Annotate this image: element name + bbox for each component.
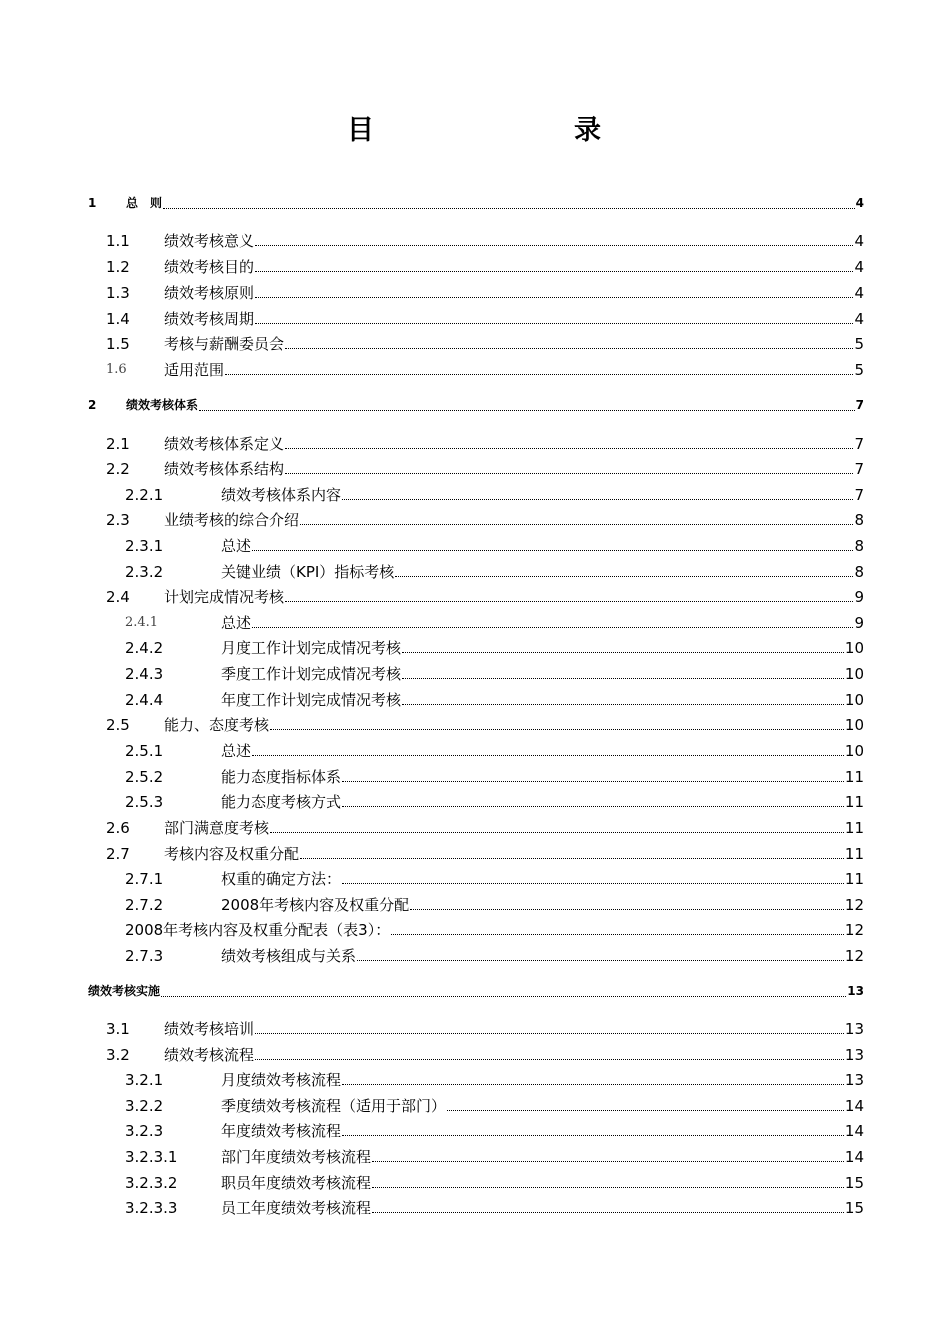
toc-leader-dots — [255, 270, 853, 272]
toc-entry-number: 2.5.2 — [125, 768, 164, 786]
toc-entry[interactable] — [106, 1042, 864, 1064]
toc-entry-label: 2008年考核内容及权重分配表（表3）： — [125, 921, 391, 939]
toc-entry-page: 10 — [844, 742, 864, 760]
toc-entry-page: 5 — [854, 361, 864, 379]
toc-entry[interactable] — [125, 1144, 864, 1166]
toc-entry-label: 季度工作计划完成情况考核 — [221, 665, 402, 683]
toc-leader-dots — [342, 882, 844, 884]
toc-leader-dots — [372, 1211, 844, 1213]
toc-entry-page: 5 — [854, 335, 864, 353]
toc-entry[interactable] — [125, 943, 864, 965]
toc-entry-page: 8 — [854, 511, 864, 529]
toc-entry-page: 12 — [844, 921, 864, 939]
toc-entry[interactable] — [106, 254, 864, 276]
toc-entry-label: 绩效考核体系内容 — [221, 486, 342, 504]
toc-leader-dots — [225, 373, 853, 375]
toc-entry-label: 月度绩效考核流程 — [221, 1071, 342, 1089]
toc-entry-label: 季度绩效考核流程（适用于部门） — [221, 1097, 447, 1115]
toc-leader-dots — [357, 959, 844, 961]
toc-entry[interactable] — [125, 533, 864, 555]
toc-entry-number: 3.2 — [106, 1046, 130, 1064]
toc-entry-label: 考核与薪酬委员会 — [164, 335, 285, 353]
toc-leader-dots — [342, 1083, 844, 1085]
toc-entry-label: 能力态度指标体系 — [221, 768, 342, 786]
toc-entry-page: 9 — [854, 614, 864, 632]
toc-entry-label: 年度工作计划完成情况考核 — [221, 691, 402, 709]
toc-entry-label: 绩效考核体系结构 — [164, 460, 285, 478]
toc-entry-number: 3.2.3.2 — [125, 1174, 178, 1192]
toc-entry-number: 2.2.1 — [125, 486, 164, 504]
toc-entry-label: 部门年度绩效考核流程 — [221, 1148, 372, 1166]
toc-entry-number: 2.7 — [106, 845, 130, 863]
toc-entry[interactable] — [125, 866, 864, 888]
toc-entry[interactable] — [88, 392, 864, 414]
toc-entry-page: 4 — [854, 232, 864, 250]
toc-leader-dots — [342, 780, 844, 782]
toc-entry[interactable] — [125, 610, 864, 632]
toc-entry-number: 2.4.2 — [125, 639, 164, 657]
toc-leader-dots — [252, 549, 853, 551]
toc-entry-number: 2.3.2 — [125, 563, 164, 581]
toc-entry-number: 1.4 — [106, 310, 130, 328]
toc-entry-page: 4 — [854, 310, 864, 328]
toc-title-char-2: 录 — [574, 115, 601, 146]
toc-entry[interactable] — [106, 815, 864, 837]
toc-entry[interactable] — [125, 1170, 864, 1192]
toc-entry-label: 月度工作计划完成情况考核 — [221, 639, 402, 657]
toc-entry[interactable] — [106, 357, 864, 379]
toc-leader-dots — [300, 857, 844, 859]
toc-leader-dots — [372, 1186, 844, 1188]
toc-entry-number: 2.1 — [106, 435, 130, 453]
toc-entry-number: 2.3.1 — [125, 537, 164, 555]
toc-entry-number: 3.2.3.1 — [125, 1148, 178, 1166]
toc-entry-page: 15 — [844, 1199, 864, 1217]
toc-leader-dots — [252, 754, 844, 756]
toc-entry-page: 14 — [844, 1097, 864, 1115]
toc-entry-page: 10 — [844, 691, 864, 709]
toc-entry-label: 绩效考核意义 — [164, 232, 255, 250]
toc-entry-label: 绩效考核体系定义 — [164, 435, 285, 453]
toc-entry[interactable] — [106, 331, 864, 353]
toc-entry[interactable] — [106, 1016, 864, 1038]
toc-entry-label: 绩效考核周期 — [164, 310, 255, 328]
toc-entry-page: 11 — [844, 768, 864, 786]
toc-entry[interactable] — [125, 661, 864, 683]
toc-entry-number: 1.1 — [106, 232, 130, 250]
toc-leader-dots — [255, 244, 853, 246]
toc-entry-label: 职员年度绩效考核流程 — [221, 1174, 372, 1192]
toc-entry-number: 2.4.4 — [125, 691, 164, 709]
toc-entry-page: 9 — [854, 588, 864, 606]
toc-entry[interactable] — [106, 712, 864, 734]
toc-entry-page: 13 — [847, 984, 864, 998]
toc-entry[interactable] — [125, 635, 864, 657]
toc-leader-dots — [391, 933, 844, 935]
toc-entry-number: 2.5.3 — [125, 793, 164, 811]
toc-entry-number: 3.1 — [106, 1020, 130, 1038]
toc-entry-label: 业绩考核的综合介绍 — [164, 511, 300, 529]
toc-entry[interactable] — [125, 917, 864, 939]
toc-leader-dots — [255, 322, 853, 324]
toc-entry-label: 总述 — [221, 537, 252, 555]
toc-entry-label: 总 则 — [126, 196, 163, 210]
toc-leader-dots — [285, 447, 853, 449]
toc-entry-number: 2 — [88, 398, 97, 412]
toc-entry-label: 总述 — [221, 742, 252, 760]
toc-entry[interactable] — [106, 456, 864, 478]
toc-entry-label: 绩效考核体系 — [126, 398, 199, 412]
toc-entry-number: 2.5 — [106, 716, 130, 734]
toc-entry[interactable] — [106, 306, 864, 328]
toc-entry-label: 绩效考核流程 — [164, 1046, 255, 1064]
toc-entry[interactable] — [88, 978, 864, 1000]
toc-entry-page: 10 — [844, 716, 864, 734]
toc-title — [0, 108, 950, 148]
toc-entry-number: 2.6 — [106, 819, 130, 837]
toc-leader-dots — [270, 831, 844, 833]
toc-entry-label: 绩效考核组成与关系 — [221, 947, 357, 965]
toc-entry-page: 7 — [854, 435, 864, 453]
toc-leader-dots — [342, 1134, 844, 1136]
toc-entry-page: 7 — [854, 460, 864, 478]
toc-title-char-1: 目 — [347, 115, 374, 146]
toc-entry[interactable] — [106, 507, 864, 529]
toc-entry[interactable] — [125, 1195, 864, 1217]
toc-entry-page: 11 — [844, 793, 864, 811]
toc-entry-number: 3.2.1 — [125, 1071, 164, 1089]
toc-leader-dots — [447, 1109, 844, 1111]
toc-entry-page: 11 — [844, 819, 864, 837]
toc-entry-label: 考核内容及权重分配 — [164, 845, 300, 863]
toc-entry[interactable] — [125, 789, 864, 811]
toc-entry-page: 8 — [854, 563, 864, 581]
toc-leader-dots — [285, 600, 853, 602]
toc-entry-number: 1.3 — [106, 284, 130, 302]
toc-entry[interactable] — [125, 559, 864, 581]
toc-entry-page: 13 — [844, 1046, 864, 1064]
toc-entry-number: 3.2.3.3 — [125, 1199, 178, 1217]
toc-entry[interactable] — [106, 841, 864, 863]
toc-leader-dots — [402, 703, 844, 705]
toc-entry-page: 12 — [844, 896, 864, 914]
toc-entry[interactable] — [125, 738, 864, 760]
toc-entry-number: 1.2 — [106, 258, 130, 276]
toc-entry[interactable] — [125, 1093, 864, 1115]
toc-entry-number: 2.4.3 — [125, 665, 164, 683]
toc-entry-page: 11 — [844, 845, 864, 863]
toc-leader-dots — [285, 472, 853, 474]
toc-entry-number: 2.4 — [106, 588, 130, 606]
toc-entry[interactable] — [106, 280, 864, 302]
toc-entry-number: 1 — [88, 196, 97, 210]
toc-entry-label: 绩效考核目的 — [164, 258, 255, 276]
toc-leader-dots — [163, 207, 855, 209]
toc-entry-page: 8 — [854, 537, 864, 555]
toc-entry-number: 2.7.2 — [125, 896, 164, 914]
toc-entry-page: 11 — [844, 870, 864, 888]
toc-entry-page: 4 — [854, 284, 864, 302]
toc-entry-number: 2.3 — [106, 511, 130, 529]
toc-entry-label: 总述 — [221, 614, 252, 632]
toc-entry-number: 2.7.3 — [125, 947, 164, 965]
toc-entry-number: 1.6 — [106, 362, 127, 377]
toc-entry-number: 1.5 — [106, 335, 130, 353]
toc-leader-dots — [285, 347, 853, 349]
toc-leader-dots — [255, 296, 853, 298]
toc-entry-page: 14 — [844, 1148, 864, 1166]
toc-entry[interactable] — [125, 482, 864, 504]
toc-entry-number: 2.2 — [106, 460, 130, 478]
toc-entry[interactable] — [125, 764, 864, 786]
toc-entry-number: 3.2.2 — [125, 1097, 164, 1115]
toc-entry-label: 能力态度考核方式 — [221, 793, 342, 811]
toc-entry[interactable] — [125, 1118, 864, 1140]
toc-entry-number: 2.4.1 — [125, 615, 159, 630]
toc-entry-label: 关键业绩（KPI）指标考核 — [221, 563, 395, 581]
toc-leader-dots — [342, 805, 844, 807]
toc-entry-page: 13 — [844, 1071, 864, 1089]
toc-leader-dots — [342, 498, 853, 500]
toc-entry[interactable] — [88, 190, 864, 212]
toc-entry-label: 能力、态度考核 — [164, 716, 270, 734]
toc-leader-dots — [402, 677, 844, 679]
toc-entry-label: 绩效考核培训 — [164, 1020, 255, 1038]
toc-leader-dots — [252, 626, 853, 628]
toc-entry-page: 10 — [844, 639, 864, 657]
toc-entry-label: 部门满意度考核 — [164, 819, 270, 837]
toc-entry-label: 适用范围 — [164, 361, 225, 379]
toc-entry-page: 13 — [844, 1020, 864, 1038]
toc-entry-label: 员工年度绩效考核流程 — [221, 1199, 372, 1217]
toc-entry-page: 12 — [844, 947, 864, 965]
toc-entry[interactable] — [125, 1067, 864, 1089]
toc-leader-dots — [255, 1032, 844, 1034]
toc-leader-dots — [402, 651, 844, 653]
toc-entry-page: 14 — [844, 1122, 864, 1140]
toc-leader-dots — [395, 575, 853, 577]
toc-entry-label: 年度绩效考核流程 — [221, 1122, 342, 1140]
toc-leader-dots — [410, 908, 844, 910]
toc-entry[interactable] — [106, 228, 864, 250]
toc-entry-page: 10 — [844, 665, 864, 683]
toc-leader-dots — [199, 409, 855, 411]
toc-entry[interactable] — [106, 431, 864, 453]
toc-entry-label: 计划完成情况考核 — [164, 588, 285, 606]
toc-entry-page: 4 — [855, 196, 864, 210]
toc-entry[interactable] — [125, 687, 864, 709]
toc-entry-label: 绩效考核原则 — [164, 284, 255, 302]
toc-leader-dots — [255, 1058, 844, 1060]
toc-entry[interactable] — [106, 584, 864, 606]
toc-entry-number: 2.7.1 — [125, 870, 164, 888]
toc-leader-dots — [300, 523, 853, 525]
toc-leader-dots — [270, 728, 844, 730]
toc-entry-label: 绩效考核实施 — [88, 984, 161, 998]
toc-entry-page: 7 — [854, 486, 864, 504]
toc-entry-page: 15 — [844, 1174, 864, 1192]
toc-entry-label: 权重的确定方法： — [221, 870, 342, 888]
toc-entry-page: 7 — [855, 398, 864, 412]
toc-entry-page: 4 — [854, 258, 864, 276]
toc-entry-number: 3.2.3 — [125, 1122, 164, 1140]
toc-entry-number: 2.5.1 — [125, 742, 164, 760]
toc-entry-label: 2008年考核内容及权重分配 — [221, 896, 410, 914]
toc-leader-dots — [372, 1160, 844, 1162]
toc-leader-dots — [161, 995, 846, 997]
toc-entry[interactable] — [125, 892, 864, 914]
